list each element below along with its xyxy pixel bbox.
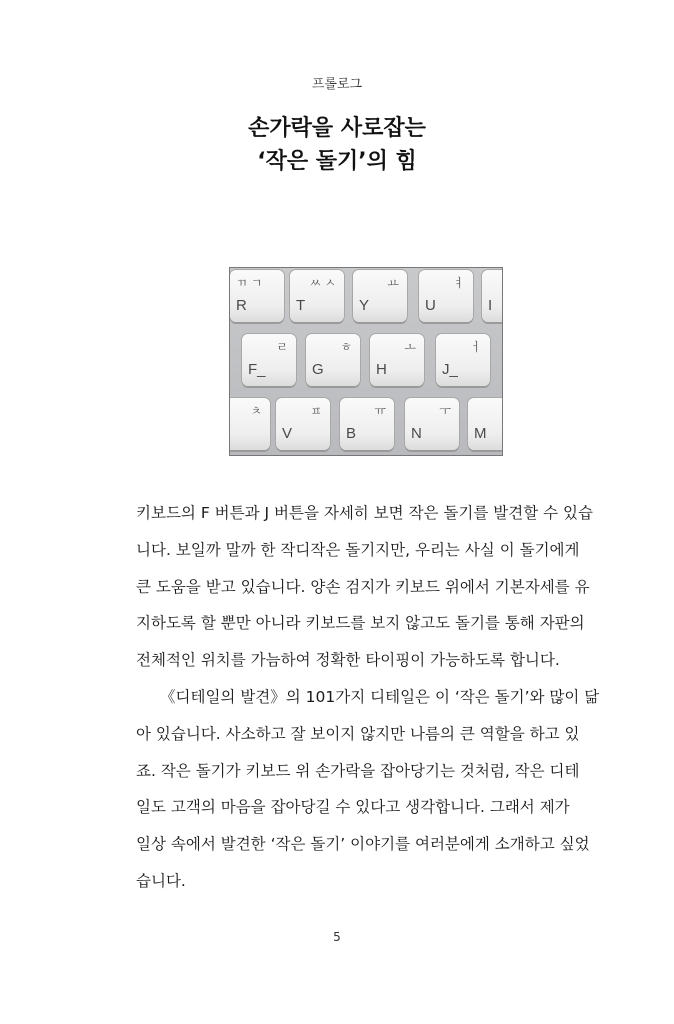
key-t-hangul: ㅆ ㅅ	[309, 276, 336, 290]
body-line: 키보드의 F 버튼과 J 버튼을 자세히 보면 작은 돌기를 발견할 수 있습	[136, 504, 593, 522]
key-h-latin: H	[376, 361, 387, 378]
body-text	[136, 495, 610, 900]
key-u-latin: U	[425, 297, 436, 314]
key-y	[353, 270, 407, 322]
body-line: 일도 고객의 마음을 잡아당길 수 있다고 생각합니다. 그래서 제가	[136, 798, 570, 817]
key-v-latin: V	[282, 425, 293, 442]
key-n-latin: N	[411, 425, 422, 442]
key-f	[242, 334, 296, 386]
key-y-latin: Y	[359, 297, 370, 314]
key-j-hangul: ㅓ	[470, 340, 482, 354]
key-b	[340, 398, 394, 450]
page-title	[0, 112, 674, 178]
key-m-latin: M	[474, 425, 487, 442]
key-i	[482, 270, 503, 322]
body-line: 니다. 보일까 말까 한 작디작은 돌기지만, 우리는 사실 이 돌기에게	[136, 540, 580, 559]
key-v	[276, 398, 330, 450]
key-h	[370, 334, 424, 386]
key-c	[229, 398, 270, 450]
key-f-hangul: ㄹ	[276, 340, 288, 354]
key-g	[306, 334, 360, 386]
key-n-hangul: ㅜ	[439, 404, 451, 418]
key-v-hangul: ㅍ	[310, 404, 322, 418]
key-i-latin: I	[488, 297, 493, 314]
key-b-hangul: ㅠ	[374, 404, 386, 418]
key-j-latin: J_	[442, 361, 458, 378]
key-t	[290, 270, 344, 322]
section-label: 프롤로그	[311, 77, 363, 92]
key-r-hangul: ㄲ ㄱ	[236, 276, 263, 290]
title-line-1: 손가락을 사로잡는	[248, 116, 426, 141]
body-line: 일상 속에서 발견한 ‘작은 돌기’ 이야기를 여러분에게 소개하고 싶었	[136, 835, 590, 854]
key-n	[405, 398, 459, 450]
key-g-hangul: ㅎ	[340, 340, 352, 354]
key-r	[230, 270, 284, 322]
body-line: 습니다.	[136, 871, 186, 890]
key-h-hangul: ㅗ	[404, 340, 416, 354]
key-j	[436, 334, 490, 386]
key-b-latin: B	[346, 425, 357, 442]
key-g-latin: G	[312, 361, 324, 378]
body-line: 지하도록 할 뿐만 아니라 키보드를 보지 않고도 돌기를 통해 자판의	[136, 614, 585, 633]
key-f-latin: F_	[248, 361, 266, 378]
key-r-latin: R	[236, 297, 247, 314]
key-u	[419, 270, 473, 322]
body-line: 아 있습니다. 사소하고 잘 보이지 않지만 나름의 큰 역할을 하고 있	[136, 724, 580, 743]
body-line: 전체적인 위치를 가늠하여 정확한 타이핑이 가능하도록 합니다.	[136, 651, 560, 670]
key-t-latin: T	[296, 297, 306, 314]
body-line: 《디테일의 발견》의 101가지 디테일은 이 ‘작은 돌기’와 많이 닮	[160, 687, 600, 706]
keyboard-photo	[229, 267, 503, 456]
key-u-hangul: ㅕ	[453, 276, 465, 290]
page-number: 5	[333, 930, 341, 944]
body-line: 죠. 작은 돌기가 키보드 위 손가락을 잡아당기는 것처럼, 작은 디테	[136, 761, 580, 780]
title-line-2: ‘작은 돌기’의 힘	[257, 149, 417, 174]
key-y-hangul: ㅛ	[387, 276, 399, 290]
key-m	[468, 398, 503, 450]
body-line: 큰 도움을 받고 있습니다. 양손 검지가 키보드 위에서 기본자세를 유	[136, 577, 590, 596]
key-c-hangul: ㅊ	[250, 404, 262, 418]
